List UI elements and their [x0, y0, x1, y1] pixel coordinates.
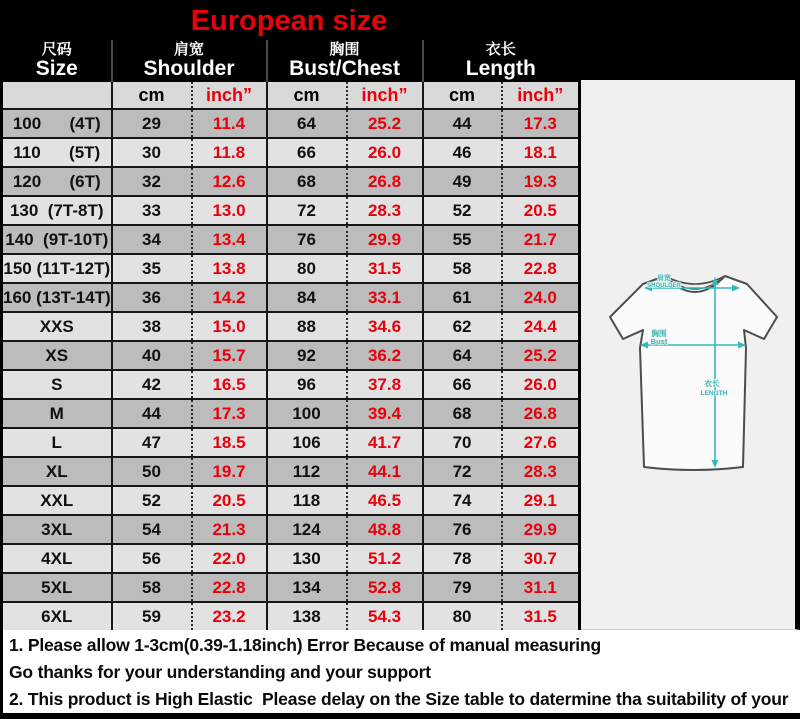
table-header-row [2, 40, 580, 81]
note-line-3: 2. This product is High Elastic Please delay on the Size table to datermine tha suitability of your [9, 689, 789, 709]
inch-value-cell: 22.0 [192, 544, 267, 573]
cm-value-cell: 58 [112, 573, 192, 602]
inch-value-cell: 48.8 [347, 515, 423, 544]
unit-inch: inch” [347, 81, 423, 109]
inch-value-cell: 46.5 [347, 486, 423, 515]
cm-value-cell: 61 [423, 283, 502, 312]
inch-value-cell: 25.2 [502, 341, 580, 370]
cm-value-cell: 36 [112, 283, 192, 312]
cm-value-cell: 44 [112, 399, 192, 428]
cm-value-cell: 34 [112, 225, 192, 254]
cm-value-cell: 72 [267, 196, 347, 225]
cm-value-cell: 70 [423, 428, 502, 457]
cm-value-cell: 78 [423, 544, 502, 573]
cm-value-cell: 68 [423, 399, 502, 428]
cm-value-cell: 138 [267, 602, 347, 632]
header-bust-en: Bust/Chest [289, 57, 400, 80]
cm-value-cell: 38 [112, 312, 192, 341]
note-line-2: Go thanks for your understanding and your support [9, 662, 431, 682]
cm-value-cell: 32 [112, 167, 192, 196]
cm-value-cell: 64 [423, 341, 502, 370]
cm-value-cell: 72 [423, 457, 502, 486]
inch-value-cell: 51.2 [347, 544, 423, 573]
inch-value-cell: 31.5 [502, 602, 580, 632]
unit-row [2, 81, 580, 109]
cm-value-cell: 79 [423, 573, 502, 602]
cm-value-cell: 96 [267, 370, 347, 399]
header-size [2, 40, 112, 81]
header-length-en: Length [465, 57, 536, 80]
table-row [2, 254, 580, 283]
inch-value-cell: 30.7 [502, 544, 580, 573]
cm-value-cell: 66 [267, 138, 347, 167]
inch-value-cell: 14.2 [192, 283, 267, 312]
inch-value-cell: 36.2 [347, 341, 423, 370]
cm-value-cell: 40 [112, 341, 192, 370]
inch-value-cell: 17.3 [192, 399, 267, 428]
inch-value-cell: 44.1 [347, 457, 423, 486]
inch-value-cell: 20.5 [502, 196, 580, 225]
cm-value-cell: 42 [112, 370, 192, 399]
inch-value-cell: 18.5 [192, 428, 267, 457]
size-cell: 100 (4T) [2, 109, 112, 138]
bust-label-en: Bust [650, 337, 668, 346]
inch-value-cell: 15.7 [192, 341, 267, 370]
inch-value-cell: 54.3 [347, 602, 423, 632]
size-table [0, 40, 581, 633]
cm-value-cell: 29 [112, 109, 192, 138]
table-row [2, 428, 580, 457]
table-row [2, 370, 580, 399]
length-label-en: LENGTH [700, 390, 728, 397]
size-cell: L [2, 428, 112, 457]
table-row [2, 225, 580, 254]
inch-value-cell: 13.4 [192, 225, 267, 254]
tshirt-diagram [581, 80, 800, 630]
cm-value-cell: 49 [423, 167, 502, 196]
unit-cm: cm [112, 81, 192, 109]
cm-value-cell: 30 [112, 138, 192, 167]
cm-value-cell: 50 [112, 457, 192, 486]
inch-value-cell: 22.8 [192, 573, 267, 602]
size-table-body [2, 109, 580, 632]
inch-value-cell: 25.2 [347, 109, 423, 138]
cm-value-cell: 62 [423, 312, 502, 341]
note-line-1: 1. Please allow 1-3cm(0.39-1.18inch) Error Because of manual measuring [9, 635, 601, 655]
size-cell: S [2, 370, 112, 399]
cm-value-cell: 64 [267, 109, 347, 138]
unit-cm: cm [423, 81, 502, 109]
cm-value-cell: 100 [267, 399, 347, 428]
header-shoulder-en: Shoulder [143, 57, 235, 80]
inch-value-cell: 18.1 [502, 138, 580, 167]
unit-inch: inch” [192, 81, 267, 109]
inch-value-cell: 21.3 [192, 515, 267, 544]
panel-top-black [581, 40, 800, 80]
inch-value-cell: 28.3 [502, 457, 580, 486]
inch-value-cell: 23.2 [192, 602, 267, 632]
table-row [2, 457, 580, 486]
size-cell: 4XL [2, 544, 112, 573]
header-bust [267, 40, 423, 81]
unit-empty-cell [2, 81, 112, 109]
table-row [2, 544, 580, 573]
cm-value-cell: 35 [112, 254, 192, 283]
table-row [2, 312, 580, 341]
cm-value-cell: 52 [423, 196, 502, 225]
inch-value-cell: 52.8 [347, 573, 423, 602]
tshirt-outline [610, 276, 777, 470]
cm-value-cell: 68 [267, 167, 347, 196]
cm-value-cell: 58 [423, 254, 502, 283]
cm-value-cell: 92 [267, 341, 347, 370]
table-row [2, 167, 580, 196]
main-area [0, 40, 800, 630]
inch-value-cell: 29.9 [502, 515, 580, 544]
inch-value-cell: 31.5 [347, 254, 423, 283]
cm-value-cell: 52 [112, 486, 192, 515]
table-row [2, 602, 580, 632]
size-cell: 160 (13T-14T) [2, 283, 112, 312]
inch-value-cell: 31.1 [502, 573, 580, 602]
cm-value-cell: 33 [112, 196, 192, 225]
table-row [2, 399, 580, 428]
inch-value-cell: 11.4 [192, 109, 267, 138]
header-bust-zh: 胸围 [329, 41, 360, 58]
size-cell: 110 (5T) [2, 138, 112, 167]
header-shoulder [112, 40, 267, 81]
tshirt-svg [581, 80, 798, 631]
inch-value-cell: 20.5 [192, 486, 267, 515]
inch-value-cell: 26.0 [347, 138, 423, 167]
inch-value-cell: 15.0 [192, 312, 267, 341]
table-row [2, 109, 580, 138]
inch-value-cell: 13.0 [192, 196, 267, 225]
right-panel [581, 40, 800, 630]
cm-value-cell: 47 [112, 428, 192, 457]
unit-cm: cm [267, 81, 347, 109]
table-row [2, 573, 580, 602]
cm-value-cell: 118 [267, 486, 347, 515]
inch-value-cell: 19.3 [502, 167, 580, 196]
header-length-zh: 衣长 [485, 41, 516, 58]
cm-value-cell: 76 [267, 225, 347, 254]
inch-value-cell: 24.4 [502, 312, 580, 341]
size-cell: 120 (6T) [2, 167, 112, 196]
size-cell: 3XL [2, 515, 112, 544]
cm-value-cell: 54 [112, 515, 192, 544]
inch-value-cell: 16.5 [192, 370, 267, 399]
cm-value-cell: 80 [423, 602, 502, 632]
table-row [2, 515, 580, 544]
page-title: European size [190, 5, 388, 37]
cm-value-cell: 56 [112, 544, 192, 573]
inch-value-cell: 13.8 [192, 254, 267, 283]
inch-value-cell: 33.1 [347, 283, 423, 312]
inch-value-cell: 27.6 [502, 428, 580, 457]
inch-value-cell: 37.8 [347, 370, 423, 399]
inch-value-cell: 41.7 [347, 428, 423, 457]
title-bar [0, 0, 800, 40]
inch-value-cell: 19.7 [192, 457, 267, 486]
inch-value-cell: 24.0 [502, 283, 580, 312]
cm-value-cell: 74 [423, 486, 502, 515]
cm-value-cell: 134 [267, 573, 347, 602]
inch-value-cell: 29.9 [347, 225, 423, 254]
inch-value-cell: 26.0 [502, 370, 580, 399]
cm-value-cell: 46 [423, 138, 502, 167]
cm-value-cell: 59 [112, 602, 192, 632]
size-cell: XL [2, 457, 112, 486]
size-cell: 6XL [2, 602, 112, 632]
inch-value-cell: 26.8 [347, 167, 423, 196]
table-row [2, 283, 580, 312]
cm-value-cell: 66 [423, 370, 502, 399]
inch-value-cell: 34.6 [347, 312, 423, 341]
header-size-zh: 尺码 [41, 41, 72, 58]
inch-value-cell: 21.7 [502, 225, 580, 254]
shoulder-label-zh: 肩宽 [657, 275, 672, 282]
table-row [2, 486, 580, 515]
table-row [2, 341, 580, 370]
inch-value-cell: 11.8 [192, 138, 267, 167]
inch-value-cell: 12.6 [192, 167, 267, 196]
cm-value-cell: 130 [267, 544, 347, 573]
inch-value-cell: 26.8 [502, 399, 580, 428]
bottom-border-strip [0, 713, 800, 719]
inch-value-cell: 39.4 [347, 399, 423, 428]
header-shoulder-zh: 肩宽 [174, 41, 205, 58]
header-size-en: Size [35, 57, 78, 80]
shoulder-label-en: SHOULDER [647, 283, 681, 289]
cm-value-cell: 84 [267, 283, 347, 312]
cm-value-cell: 106 [267, 428, 347, 457]
cm-value-cell: 44 [423, 109, 502, 138]
size-cell: M [2, 399, 112, 428]
cm-value-cell: 88 [267, 312, 347, 341]
cm-value-cell: 112 [267, 457, 347, 486]
header-length [423, 40, 580, 81]
bust-label-zh: 胸围 [651, 329, 667, 338]
unit-inch: inch” [502, 81, 580, 109]
cm-value-cell: 76 [423, 515, 502, 544]
size-cell: 150 (11T-12T) [2, 254, 112, 283]
size-cell: 5XL [2, 573, 112, 602]
size-cell: 140 (9T-10T) [2, 225, 112, 254]
length-label-zh: 衣长 [704, 379, 720, 388]
size-cell: 130 (7T-8T) [2, 196, 112, 225]
inch-value-cell: 17.3 [502, 109, 580, 138]
cm-value-cell: 124 [267, 515, 347, 544]
size-cell: XS [2, 341, 112, 370]
size-cell: XXS [2, 312, 112, 341]
inch-value-cell: 22.8 [502, 254, 580, 283]
size-cell: XXL [2, 486, 112, 515]
table-row [2, 138, 580, 167]
cm-value-cell: 80 [267, 254, 347, 283]
cm-value-cell: 55 [423, 225, 502, 254]
table-row [2, 196, 580, 225]
inch-value-cell: 29.1 [502, 486, 580, 515]
inch-value-cell: 28.3 [347, 196, 423, 225]
notes [0, 630, 800, 713]
